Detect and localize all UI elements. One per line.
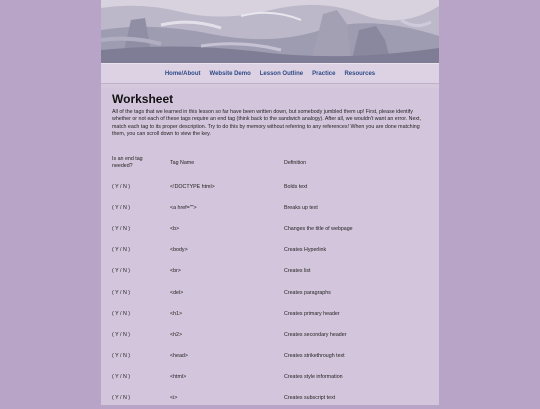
tag-name-cell: <h1>: [170, 310, 183, 317]
tag-name-cell: <html>: [170, 374, 187, 381]
yn-choice: ( Y / N ): [112, 310, 131, 317]
yn-choice: ( Y / N ): [112, 204, 131, 211]
page-title: Worksheet: [112, 92, 174, 106]
tag-name-cell: <a href="">: [170, 204, 197, 211]
nav-lesson-outline[interactable]: Lesson Outline: [259, 70, 304, 77]
definition-cell: Creates strikethrough text: [284, 353, 345, 360]
definition-cell: Creates secondary header: [284, 331, 347, 338]
yn-choice: ( Y / N ): [112, 353, 131, 360]
header-end-tag-line1: Is an end tag: [112, 156, 143, 163]
intro-paragraph: All of the tags that we learned in this lesson so far have been written down, but somebody jumbled them up! First, please identify whether or not each of these tags require an end tag (think back to the sandwich analogy). After all, we wouldn't want an error. Next, match each tag to its proper description. Try to do this by memory without referring to any references! When you are done matching them, you can scroll down to view the key.: [112, 109, 421, 138]
table-row: [112, 176, 424, 197]
definition-cell: Creates style information: [284, 374, 343, 381]
table-row: [112, 218, 424, 239]
definition-cell: Creates subscript text: [284, 395, 336, 402]
tag-name-cell: <body>: [170, 247, 188, 254]
worksheet-table: [112, 150, 424, 409]
header-tag-name: Tag Name: [170, 160, 195, 166]
definition-cell: Creates paragraphs: [284, 289, 331, 296]
definition-cell: Creates list: [284, 268, 311, 275]
definition-cell: Creates Hyperlink: [284, 247, 327, 254]
header-end-tag-needed: [112, 150, 170, 176]
table-row: [112, 282, 424, 303]
table-header-row: [112, 150, 424, 176]
table-row: [112, 261, 424, 282]
tag-name-cell: <del>: [170, 289, 184, 296]
nav-resources[interactable]: Resources: [344, 70, 376, 77]
table-row: [112, 367, 424, 388]
tag-name-cell: <i>: [170, 395, 178, 402]
banner-painting: [101, 0, 439, 63]
yn-choice: ( Y / N ): [112, 331, 131, 338]
table-row: [112, 303, 424, 324]
yn-choice: ( Y / N ): [112, 289, 131, 296]
nav-practice[interactable]: Practice: [312, 70, 336, 77]
main-nav: [101, 63, 439, 84]
definition-cell: Changes the title of webpage: [284, 225, 353, 232]
tag-name-cell: <br>: [170, 268, 181, 275]
nav-home-about[interactable]: Home/About: [164, 70, 201, 77]
header-end-tag-line2: needed?: [112, 163, 133, 169]
definition-cell: Breaks up text: [284, 204, 318, 211]
header-definition: Definition: [284, 160, 307, 166]
table-row: [112, 324, 424, 345]
table-row: [112, 388, 424, 409]
yn-choice: ( Y / N ): [112, 183, 131, 190]
tag-name-cell: <b>: [170, 225, 180, 232]
header-banner-image: [101, 0, 439, 63]
definition-cell: Bolds text: [284, 183, 308, 190]
table-row: [112, 240, 424, 261]
tag-name-cell: <head>: [170, 353, 188, 360]
yn-choice: ( Y / N ): [112, 395, 131, 402]
yn-choice: ( Y / N ): [112, 374, 131, 381]
definition-cell: Creates primary header: [284, 310, 340, 317]
yn-choice: ( Y / N ): [112, 247, 131, 254]
table-row: [112, 197, 424, 218]
nav-website-demo[interactable]: Website Demo: [209, 70, 251, 77]
tag-name-cell: <!DOCTYPE html>: [170, 183, 215, 190]
table-row: [112, 346, 424, 367]
tag-name-cell: <h2>: [170, 331, 183, 338]
page-container: [101, 0, 439, 405]
yn-choice: ( Y / N ): [112, 268, 131, 275]
yn-choice: ( Y / N ): [112, 225, 131, 232]
main-content: [101, 88, 439, 405]
